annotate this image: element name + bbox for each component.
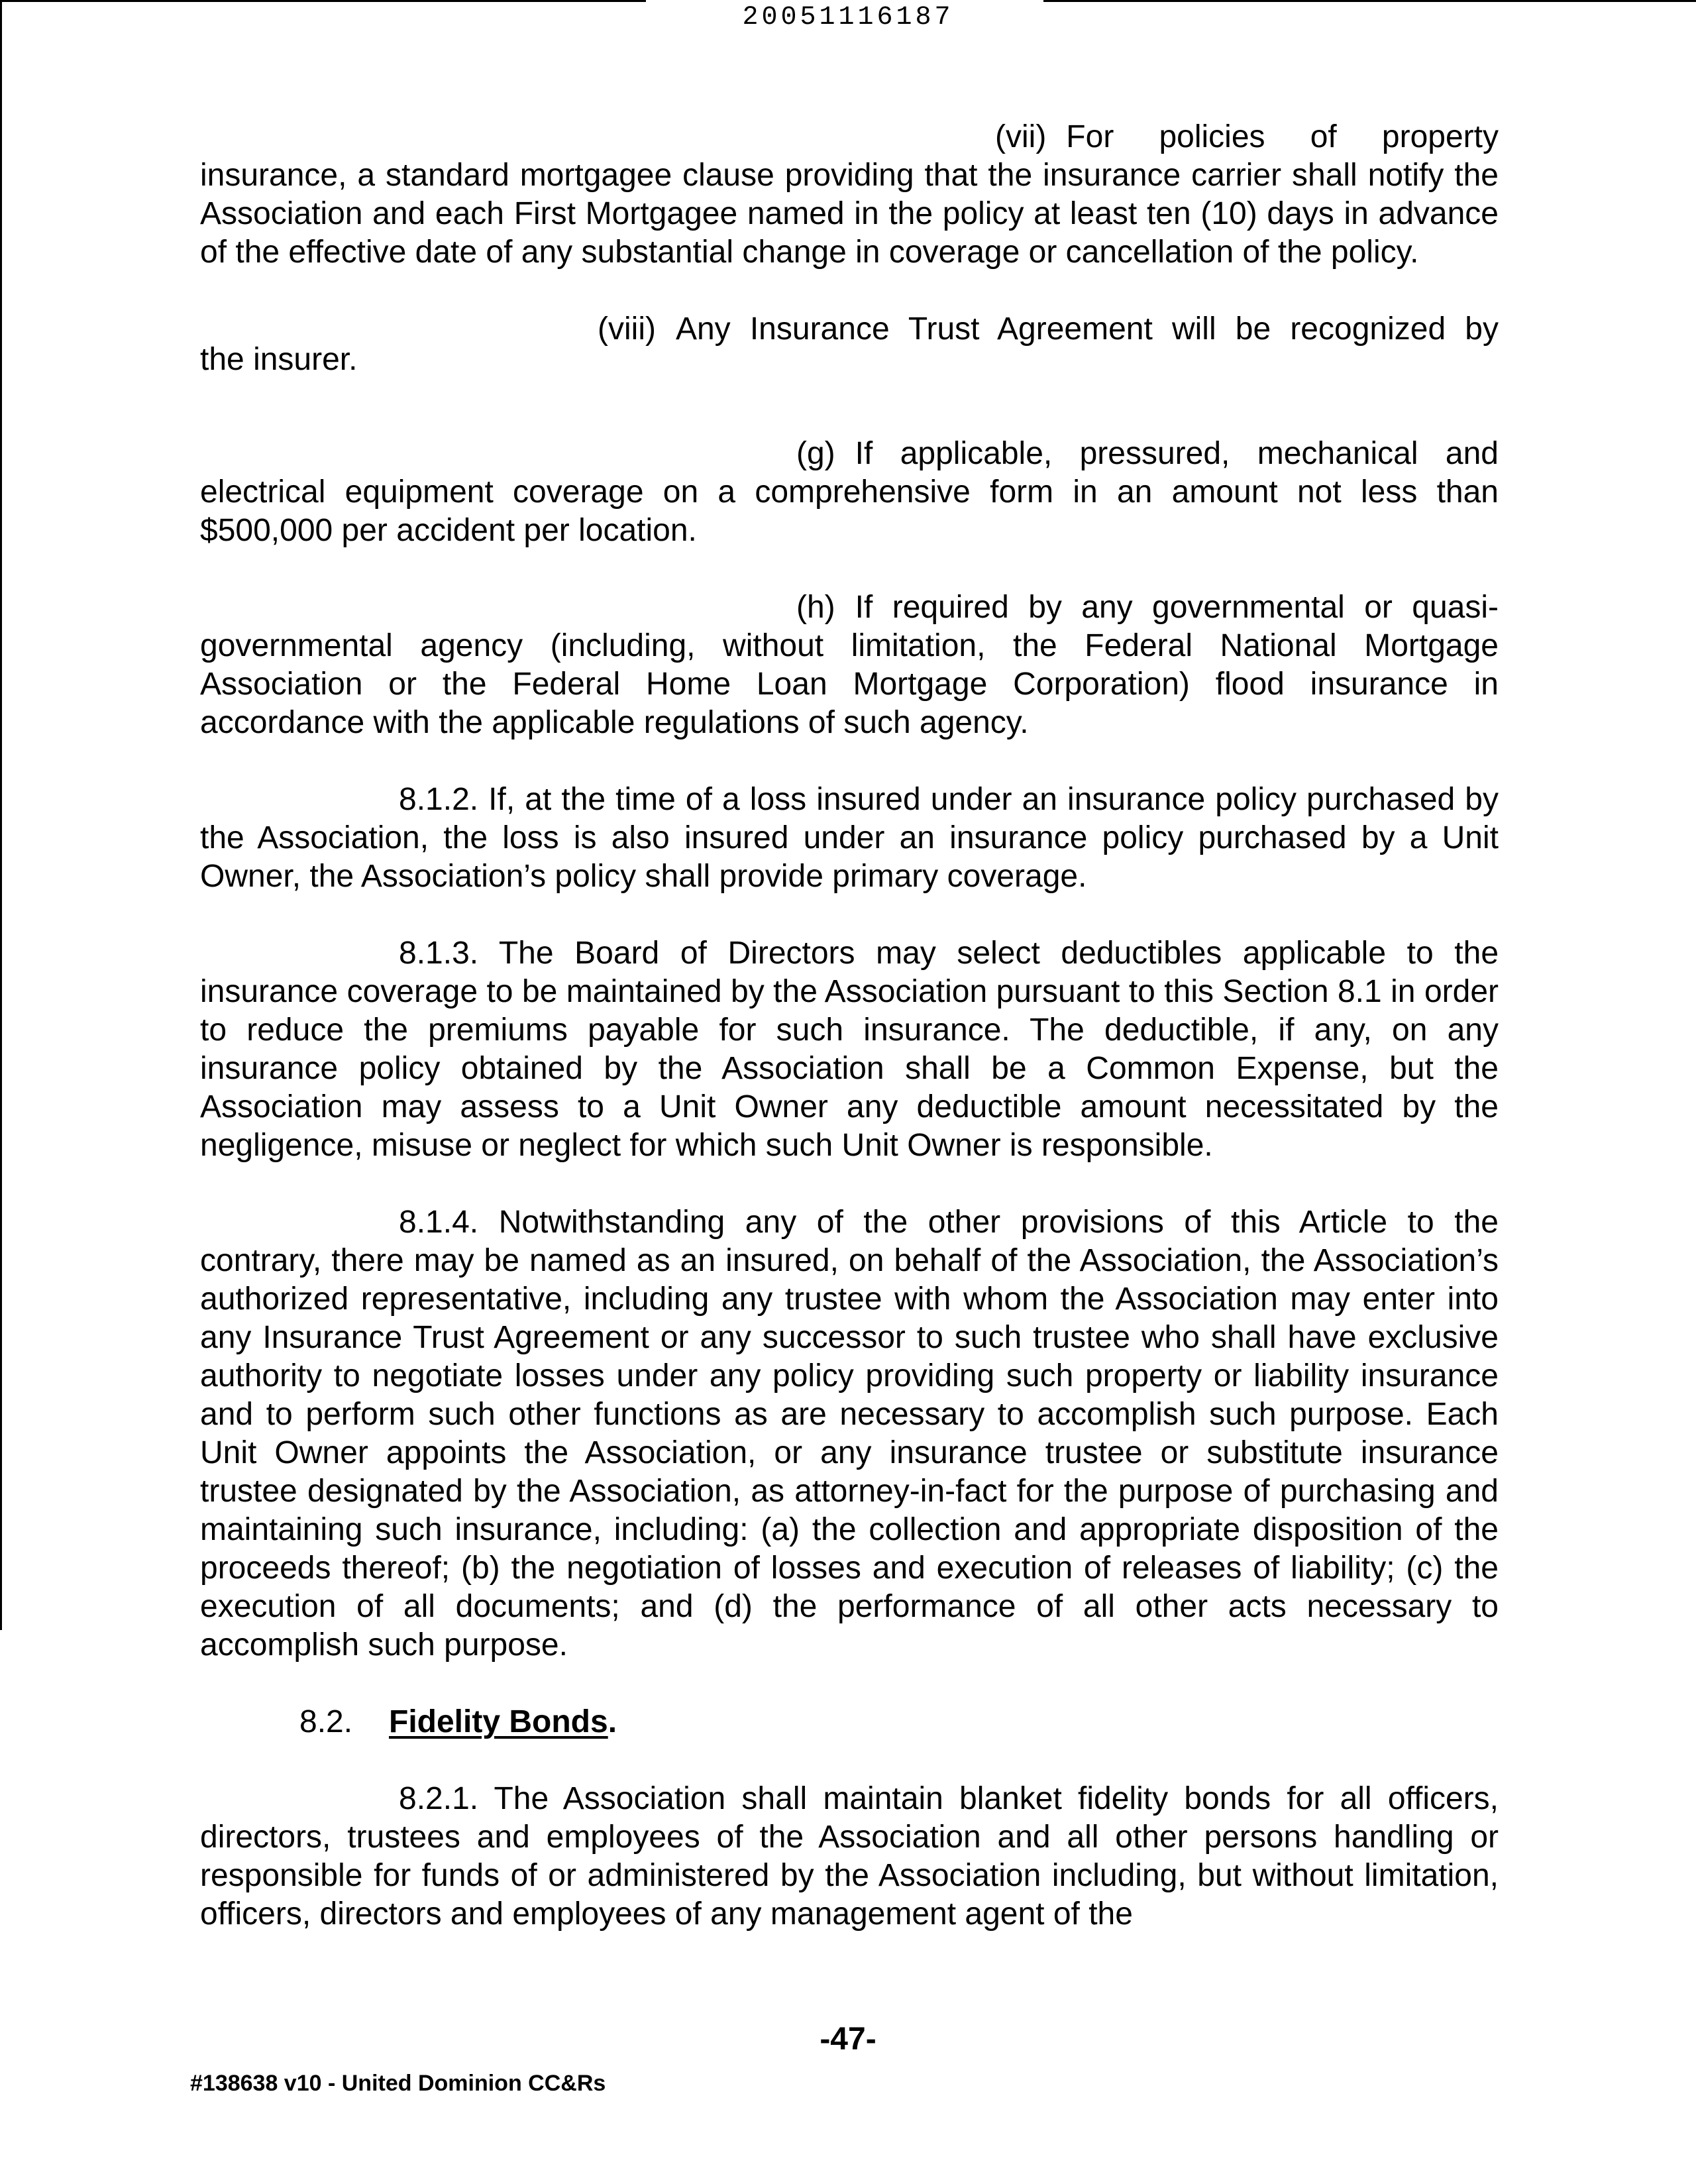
section-title: Fidelity Bonds [389,1704,608,1739]
page-number: -47- [820,2022,876,2057]
paragraph-8-1-3 [200,934,1499,1165]
paragraph-8-1-4-text: Notwithstanding any of the other provisions of this Article to the contrary, there may be named as an insured, on behalf of the Association, the Association’s authorized representative, including any trustee with whom the Association may enter into any Insurance Trust Agreement or any successor to such trustee who shall have exclusive authority to negotiate losses under any policy providing such property or liability insurance and to perform such other functions as are necessary to accomplish such purpose. Each Unit Owner appoints the Association, or any insurance trustee or substitute insurance trustee designated by the Association, as attorney-in-fact for the purpose of purchasing and maintaining such insurance, including: (a) the collection and appropriate disposition of the proceeds thereof; (b) the negotiation of losses and execution of releases of liability; (c) the execution of all documents; and (d) the performance of all other acts necessary to accomplish such purpose. [200,1205,1499,1663]
paragraph-h-label: (h) [796,590,835,625]
top-rule-left [0,0,646,2]
paragraph-viii-text: Any Insurance Trust Agreement will be recognized by [675,311,1499,347]
document-body [200,118,1499,1934]
paragraph-8-1-4-label: 8.1.4. [399,1205,479,1240]
document-id: #138638 v10 - United Dominion CC&Rs [190,2071,606,2096]
section-heading-8-2 [299,1703,1499,1741]
section-number: 8.2. [299,1704,353,1739]
paragraph-8-2-1 [200,1780,1499,1934]
paragraph-viii-continuation: the insurer. [200,342,358,377]
paragraph-g-text: If applicable, pressured, mechanical and electrical equipment coverage on a comprehensive form in an amount not less than $500,000 per accident per location. [200,436,1499,548]
paragraph-8-1-4 [200,1203,1499,1665]
section-title-period: . [608,1704,617,1739]
paragraph-8-2-1-label: 8.2.1. [399,1781,479,1816]
top-rule-right [1043,0,1696,2]
paragraph-vii-text: For policies of property insurance, a standard mortgagee clause providing that the insurance carrier shall notify the Association and each First Mortgagee named in the policy at least ten (10) days in advance of the effective date of any substantial change in coverage or cancellation of the policy. [200,119,1499,270]
recording-number: 20051116187 [742,3,954,32]
paragraph-8-2-1-text: The Association shall maintain blanket fidelity bonds for all officers, directors, trustees and employees of the Association and all other persons handling or responsible for funds of or administered by the Association including, but without limitation, officers, directors and employees of any management agent of the [200,1781,1499,1932]
paragraph-g [200,435,1499,550]
paragraph-8-1-2-label: 8.1.2. [399,782,479,817]
paragraph-8-1-2 [200,781,1499,896]
paragraph-8-1-3-text: The Board of Directors may select deductibles applicable to the insurance coverage to be maintained by the Association pursuant to this Section 8.1 in order to reduce the premiums payable for such insurance. The deductible, if any, on any insurance policy obtained by the Association shall be a Common Expense, but the Association may assess to a Unit Owner any deductible amount necessitated by the negligence, misuse or neglect for which such Unit Owner is responsible. [200,936,1499,1163]
paragraph-viii-line [598,310,1499,349]
paragraph-viii [200,310,1499,396]
paragraph-8-1-3-label: 8.1.3. [399,936,479,971]
paragraph-vii-label: (vii) [995,119,1047,154]
paragraph-vii [200,118,1499,272]
paragraph-g-label: (g) [796,436,835,471]
paragraph-h-text: If required by any governmental or quasi-governmental agency (including, without limitation, the Federal National Mortgage Association or the Federal Home Loan Mortgage Corporation) flood insurance in accordance with the applicable regulations of such agency. [200,590,1499,740]
paragraph-8-1-2-text: If, at the time of a loss insured under an insurance policy purchased by the Association, the loss is also insured under an insurance policy purchased by a Unit Owner, the Association’s policy shall provide primary coverage. [200,782,1499,894]
paragraph-h [200,588,1499,742]
scan-left-edge [0,0,2,1630]
paragraph-viii-label: (viii) [598,311,656,347]
